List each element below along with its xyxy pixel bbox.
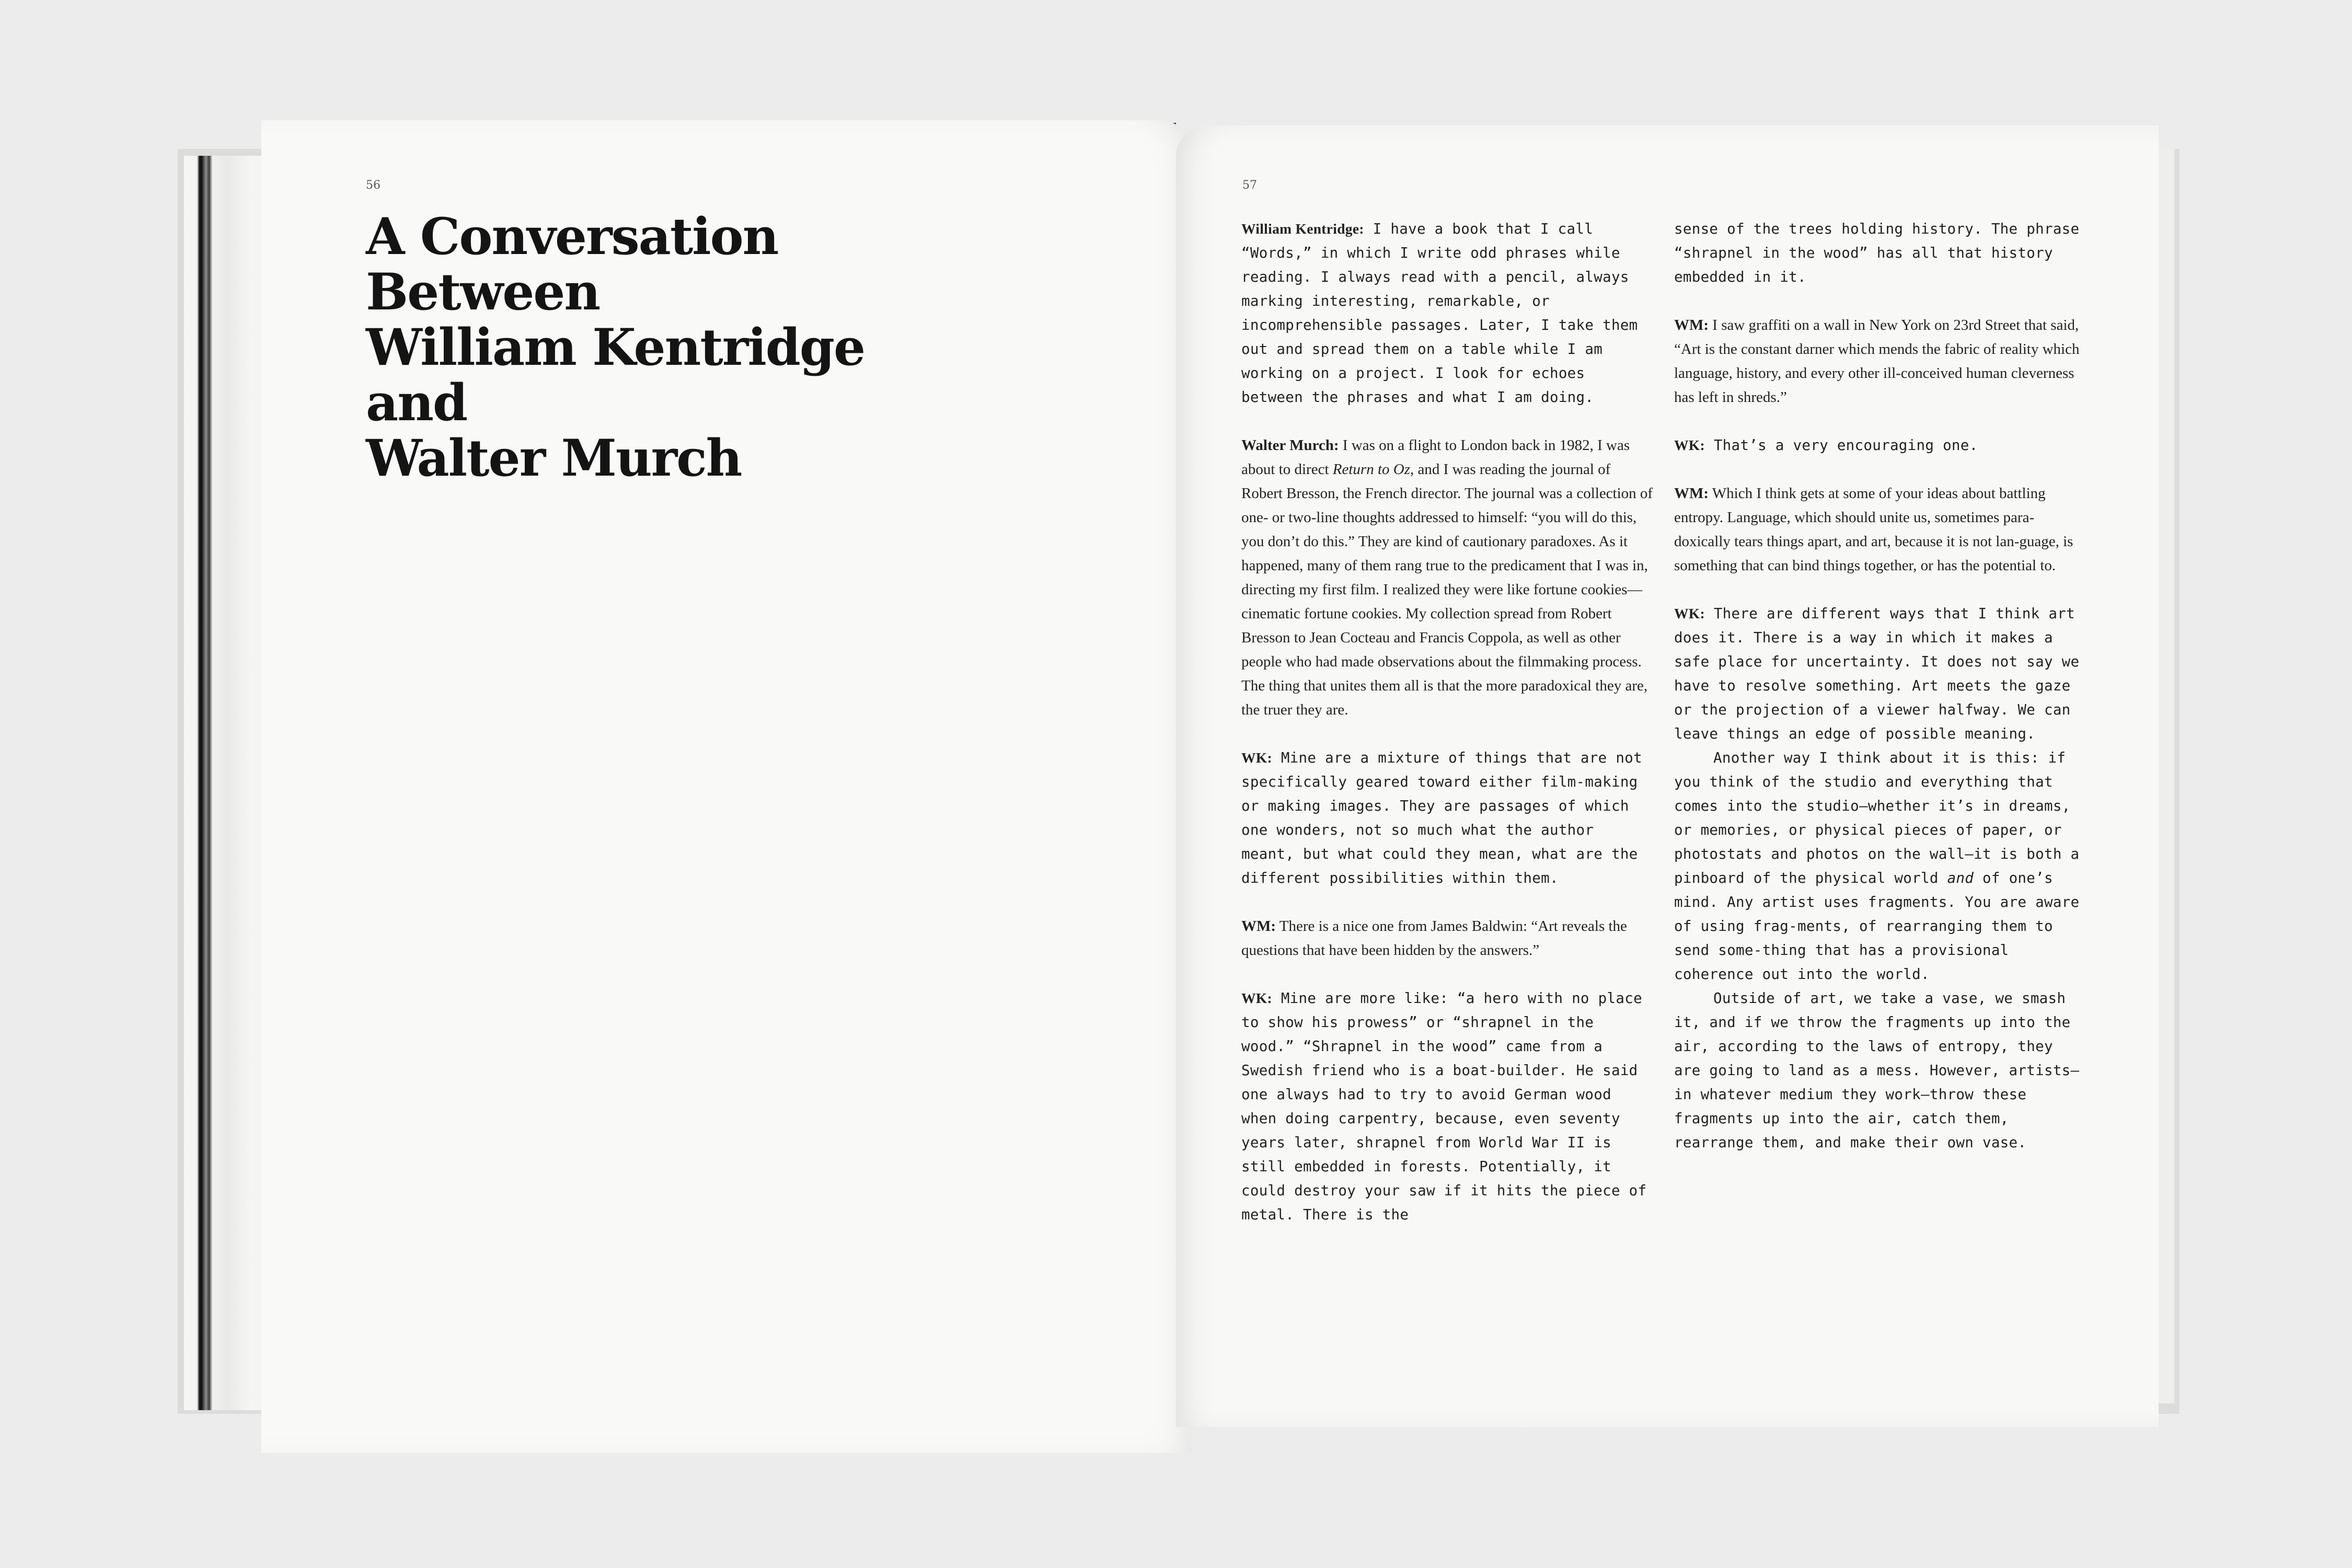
dialogue-paragraph [1241,217,1654,409]
page-number-left: 56 [366,179,381,192]
paragraph-text: I was on a flight to London back in 1982, I was about to direct [1241,437,1630,478]
paragraph-text: Which I think gets at some of your ideas about battling entropy. Language, which should unite us, sometimes para-doxically tears things apart, and art, because it is not lan-guage, is something that can bind things together, or has the potential to. [1674,485,2073,574]
title-line: A Conversation [366,207,778,266]
speaker-label: WK: [1241,750,1272,766]
paragraph-text: I have a book that I call “Words,” in which I write odd phrases while reading. I always read with a pencil, always marking interesting, remarkable, or incomprehensible passages. Later, I take them out and spread them on a table while I am working on a project. I look for echoes between the phrases and what I am doing. [1241,221,1638,406]
dialogue-paragraph [1241,986,1654,1227]
speaker-label: WM: [1674,317,1709,333]
article-title [366,209,864,486]
paragraph-text: Mine are more like: “a hero with no place to show his prowess” or “shrapnel in the wood.” “Shrapnel in the wood” came from a Swedish friend who is a boat-builder. He said one always had to try to avoid German wood when doing carpentry, because, even seventy years later, shrapnel from World War II is still embedded in forests. Potentially, it could destroy your saw if it hits the piece of metal. There is the [1241,990,1647,1223]
text-column-left [1241,217,1654,1251]
dialogue-paragraph [1241,746,1654,890]
dialogue-paragraph [1674,481,2087,578]
speaker-label: William Kentridge: [1241,221,1364,237]
title-line: William Kentridge [366,318,865,377]
dialogue-paragraph [1674,433,2087,457]
speaker-label: WK: [1674,437,1705,453]
paragraph-text: of one’s mind. Any artist uses fragments. You are aware of using frag-ments, of rearranging them to send some-thing that has a provisional coherence out into the world. [1674,870,2080,983]
paragraph-text: Mine are a mixture of things that are not specifically geared toward either film-making or making images. They are passages of which one wonders, not so much what the author meant, but what could they mean, what are the different possibilities within them. [1241,750,1642,886]
dialogue-paragraph [1674,602,2087,746]
paragraph-text: There is a nice one from James Baldwin: “Art reveals the questions that have been hidden by the answers.” [1241,918,1627,959]
title-line: and [366,373,467,432]
title-line: Between [366,262,600,321]
speaker-label: WK: [1674,605,1705,621]
paragraph-text: That’s a very encouraging one. [1713,437,1978,454]
paragraph-text: I saw graffiti on a wall in New York on 23rd Street that said, “Art is the constant darner which mends the fabric of reality which language, history, and every other ill-conceived human cleverness has left in shreds.” [1674,317,2080,406]
page-number-right: 57 [1242,179,1257,192]
speaker-label: WM: [1241,918,1276,935]
dialogue-paragraph [1674,313,2087,409]
paragraph-text: Another way I think about it is this: if you think of the studio and everything that comes into the studio—whether it’s in dreams, or memories, or physical pieces of paper, or photostats and photos on the wall—it is both a pinboard of the physical world [1674,750,2080,886]
paragraph-text: , and I was reading the journal of Robert Bresson, the French director. The journal was a collection of one- or two-line thoughts addressed to himself: “you will do this, you don’t do this.” They are kind of cautionary paradoxes. As it happened, many of them rang true to the predicament that I was in, directing my first film. I realized they were like fortune cookies—cinematic fortune cookies. My collection spread from Robert Bresson to Jean Cocteau and Francis Coppola, as well as other people who had made observations about the filmmaking process. The thing that unites them all is that the more paradoxical they are, the truer they are. [1241,461,1653,718]
text-column-right [1674,217,2087,1179]
speaker-label: WM: [1674,485,1709,502]
dialogue-paragraph [1241,433,1654,722]
emphasis: and [1947,870,1974,886]
indented-paragraph: Outside of art, we take a vase, we smash it, and if we throw the fragments up into the air, according to the laws of entropy, they are going to land as a mess. However, artists—in whatever medium they work—throw these fragments up into the air, catch them, rearrange them, and make their own vase. [1674,990,2080,1151]
speaker-label: WK: [1241,990,1272,1006]
paragraph-text: There are different ways that I think art does it. There is a way in which it makes a safe place for uncertainty. It does not say we have to resolve something. Art meets the gaze or the projection of a viewer halfway. We can leave things an edge of possible meaning. [1674,605,2080,742]
continuation-paragraph: sense of the trees holding history. The phrase “shrapnel in the wood” has all that history embedded in it. [1674,221,2080,285]
speaker-label: Walter Murch: [1241,437,1339,454]
indented-paragraph [1674,746,2087,986]
title-line: Walter Murch [366,429,742,488]
dialogue-paragraph [1241,914,1654,962]
film-title: Return to Oz [1332,461,1410,478]
